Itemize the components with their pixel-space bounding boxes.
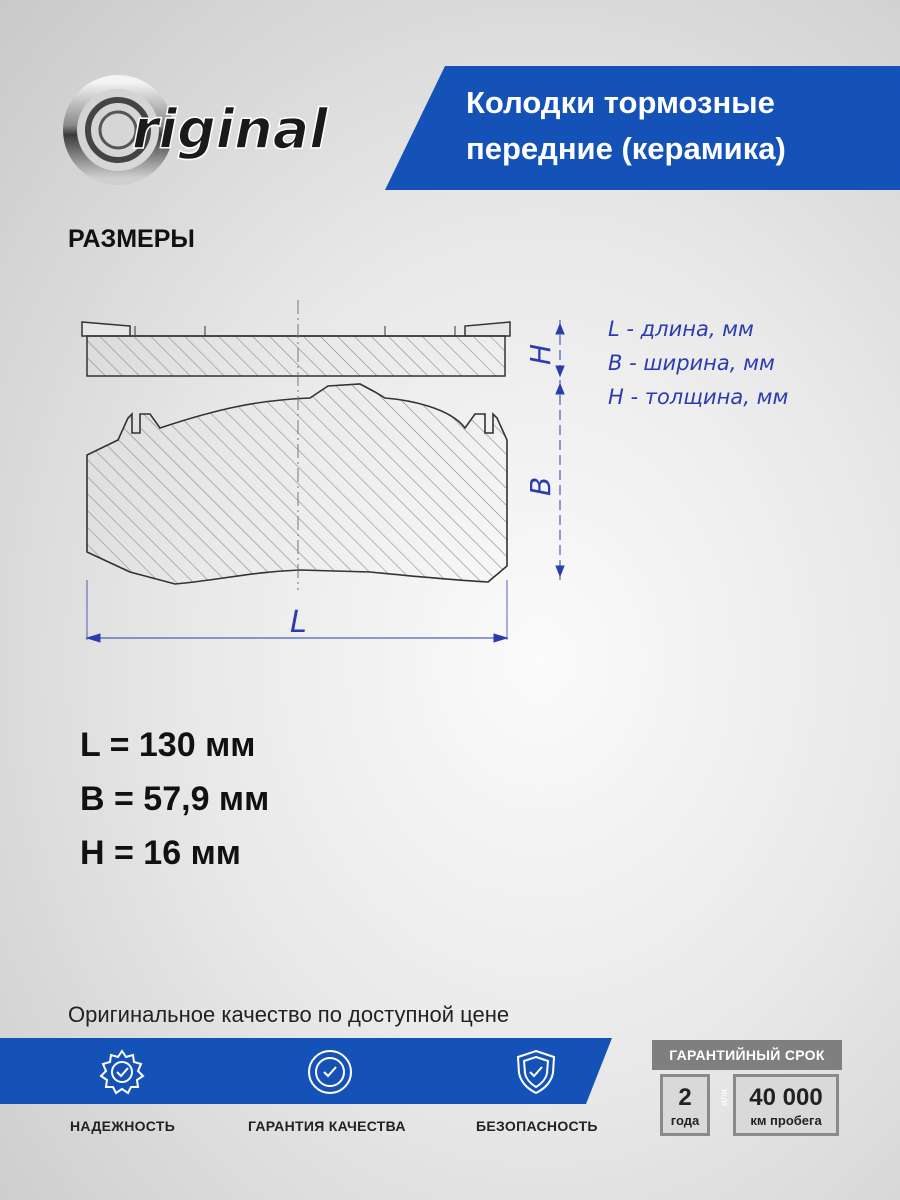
gear-check-icon xyxy=(97,1047,147,1097)
product-title-line2: передние (керамика) xyxy=(466,131,786,166)
dimension-label-b: B xyxy=(524,476,557,496)
warranty-years xyxy=(660,1074,710,1136)
section-title: РАЗМЕРЫ xyxy=(68,225,195,253)
warranty-years-unit: года xyxy=(670,1113,700,1128)
warranty-years-value: 2 xyxy=(678,1084,692,1111)
dimension-label-l: L xyxy=(290,605,307,640)
thickness-value: H = 16 мм xyxy=(80,834,241,872)
brand-logo xyxy=(62,62,402,202)
feature-reliability xyxy=(32,1044,212,1100)
shield-check-icon xyxy=(511,1047,561,1097)
length-value: L = 130 мм xyxy=(80,726,256,764)
legend-length: L - длина, мм xyxy=(608,317,754,341)
warranty-mileage-value: 40 000 xyxy=(749,1084,823,1111)
feature-safety-label: БЕЗОПАСНОСТЬ xyxy=(476,1118,598,1134)
product-title xyxy=(466,80,886,172)
logo-emblem-icon xyxy=(62,62,402,202)
warranty-mileage-unit: км пробега xyxy=(750,1113,822,1128)
legend-width: B - ширина, мм xyxy=(608,351,775,375)
feature-quality-label: ГАРАНТИЯ КАЧЕСТВА xyxy=(248,1118,406,1134)
feature-quality xyxy=(240,1044,420,1100)
warranty-mileage xyxy=(733,1074,839,1136)
feature-reliability-label: НАДЕЖНОСТЬ xyxy=(70,1118,176,1134)
dimension-values xyxy=(80,718,269,880)
logo-text: riginal xyxy=(132,98,328,161)
width-value: B = 57,9 мм xyxy=(80,780,270,818)
circle-check-icon xyxy=(305,1047,355,1097)
feature-safety xyxy=(446,1044,626,1100)
dimension-label-h: H xyxy=(524,343,557,365)
pad-side-view xyxy=(82,322,510,376)
drawing-legend xyxy=(608,312,788,414)
legend-thickness: H - толщина, мм xyxy=(608,385,789,409)
tagline: Оригинальное качество по доступной цене xyxy=(68,1002,510,1027)
warranty-title: ГАРАНТИЙНЫЙ СРОК xyxy=(652,1040,842,1070)
warranty-or: или xyxy=(719,1088,731,1107)
product-title-line1: Колодки тормозные xyxy=(466,85,775,120)
